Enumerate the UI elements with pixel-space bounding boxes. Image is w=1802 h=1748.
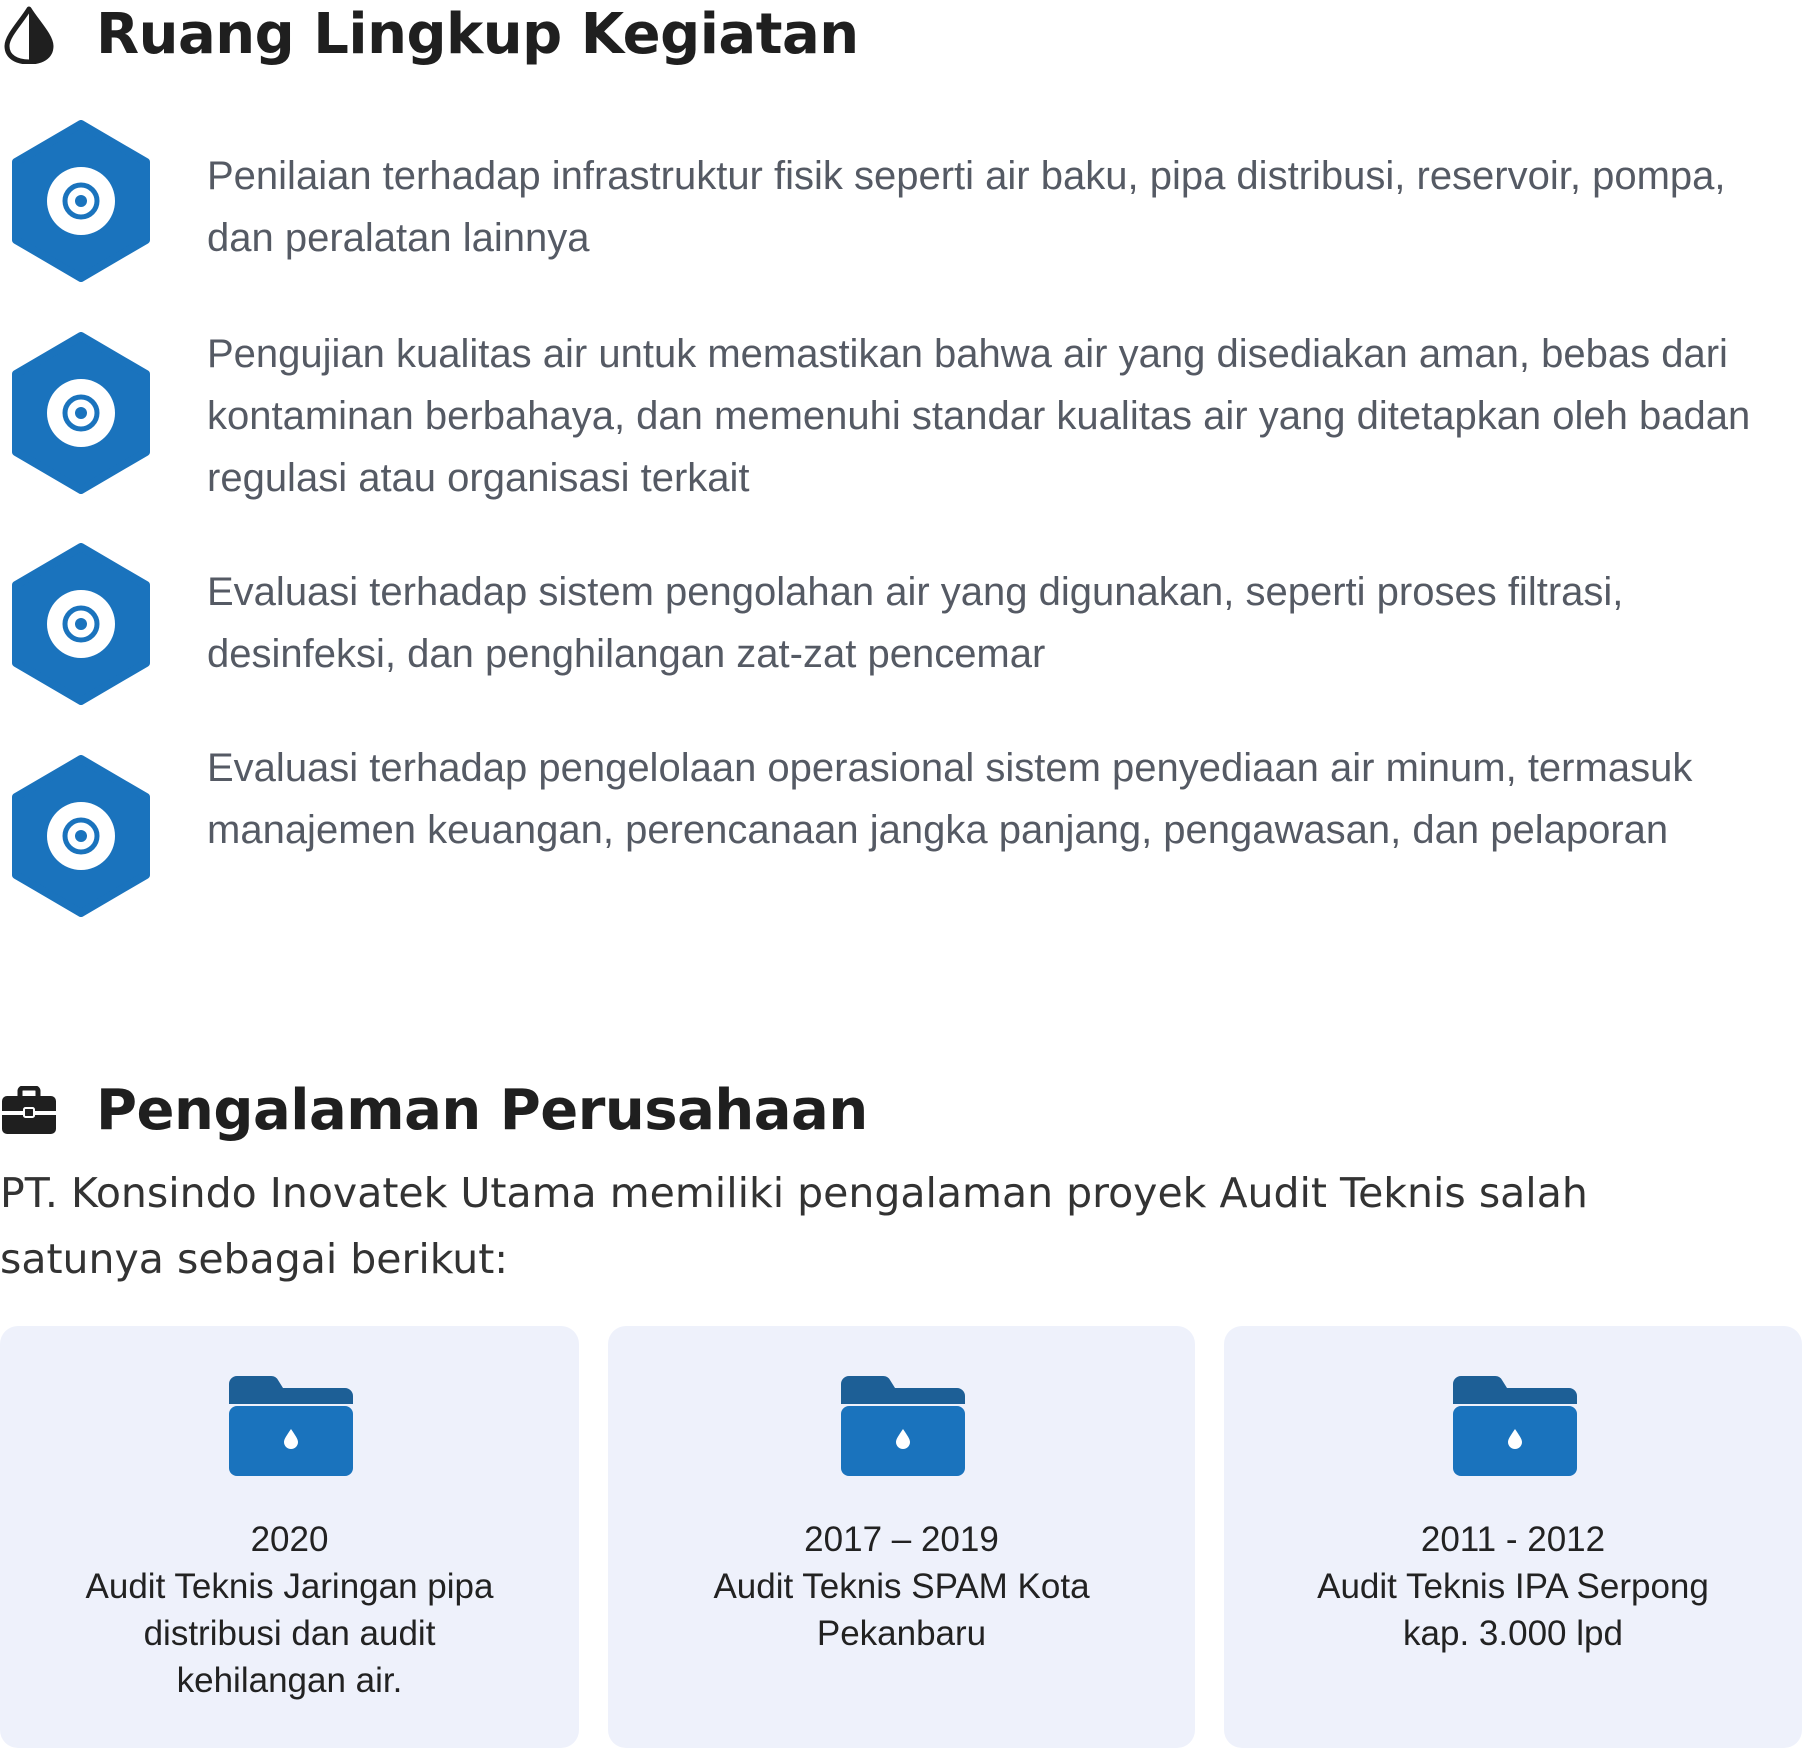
briefcase-icon — [0, 1082, 58, 1140]
folder-water-icon — [841, 1376, 965, 1476]
project-card — [1224, 1326, 1802, 1748]
project-year: 2017 – 2019 — [804, 1520, 999, 1559]
project-desc-line: Pekanbaru — [816, 1614, 987, 1653]
target-icon — [8, 120, 154, 282]
target-icon — [8, 543, 154, 705]
scope-item-text: Pengujian kualitas air untuk memastikan bahwa air yang disediakan aman, bebas dari kontaminan berbahaya, dan memenuhi standar kualitas air yang ditetapkan oleh badan regulasi atau organisasi terkait — [207, 332, 1751, 500]
drop-half-icon — [0, 6, 58, 64]
project-year: 2011 - 2012 — [1420, 1520, 1606, 1559]
scope-title: Ruang Lingkup Kegiatan — [96, 2, 859, 67]
project-year: 2020 — [250, 1520, 329, 1559]
target-icon — [8, 332, 154, 494]
project-cards — [0, 1326, 1802, 1748]
scope-section-header — [0, 2, 859, 67]
project-card-text — [628, 1516, 1175, 1657]
project-card — [608, 1326, 1195, 1748]
scope-item-text: Evaluasi terhadap sistem pengolahan air yang digunakan, seperti proses filtrasi, desinfeksi, dan penghilangan zat-zat pencemar — [207, 570, 1624, 676]
experience-title: Pengalaman Perusahaan — [96, 1078, 868, 1143]
folder-water-icon — [1453, 1376, 1577, 1476]
experience-intro: PT. Konsindo Inovatek Utama memiliki pengalaman proyek Audit Teknis salah satunya sebagai berikut: — [0, 1169, 1588, 1283]
project-card — [0, 1326, 579, 1748]
project-desc-line: Audit Teknis SPAM Kota — [713, 1567, 1090, 1606]
project-desc-line: Audit Teknis Jaringan pipa — [85, 1567, 494, 1606]
folder-water-icon — [229, 1376, 353, 1476]
experience-section-header — [0, 1078, 868, 1143]
scope-item-text: Evaluasi terhadap pengelolaan operasional sistem penyediaan air minum, termasuk manajemen keuangan, perencanaan jangka panjang, pengawasan, dan pelaporan — [207, 746, 1693, 852]
project-desc-line: kap. 3.000 lpd — [1403, 1614, 1623, 1653]
project-desc-line: Audit Teknis IPA Serpong — [1317, 1567, 1709, 1606]
scope-item-text: Penilaian terhadap infrastruktur fisik seperti air baku, pipa distribusi, reservoir, pompa, dan peralatan lainnya — [207, 154, 1726, 260]
project-desc-line: distribusi dan audit — [143, 1614, 436, 1653]
project-card-text — [20, 1516, 559, 1704]
target-icon — [8, 755, 154, 917]
project-desc-line: kehilangan air. — [176, 1661, 403, 1700]
project-card-text — [1244, 1516, 1782, 1657]
